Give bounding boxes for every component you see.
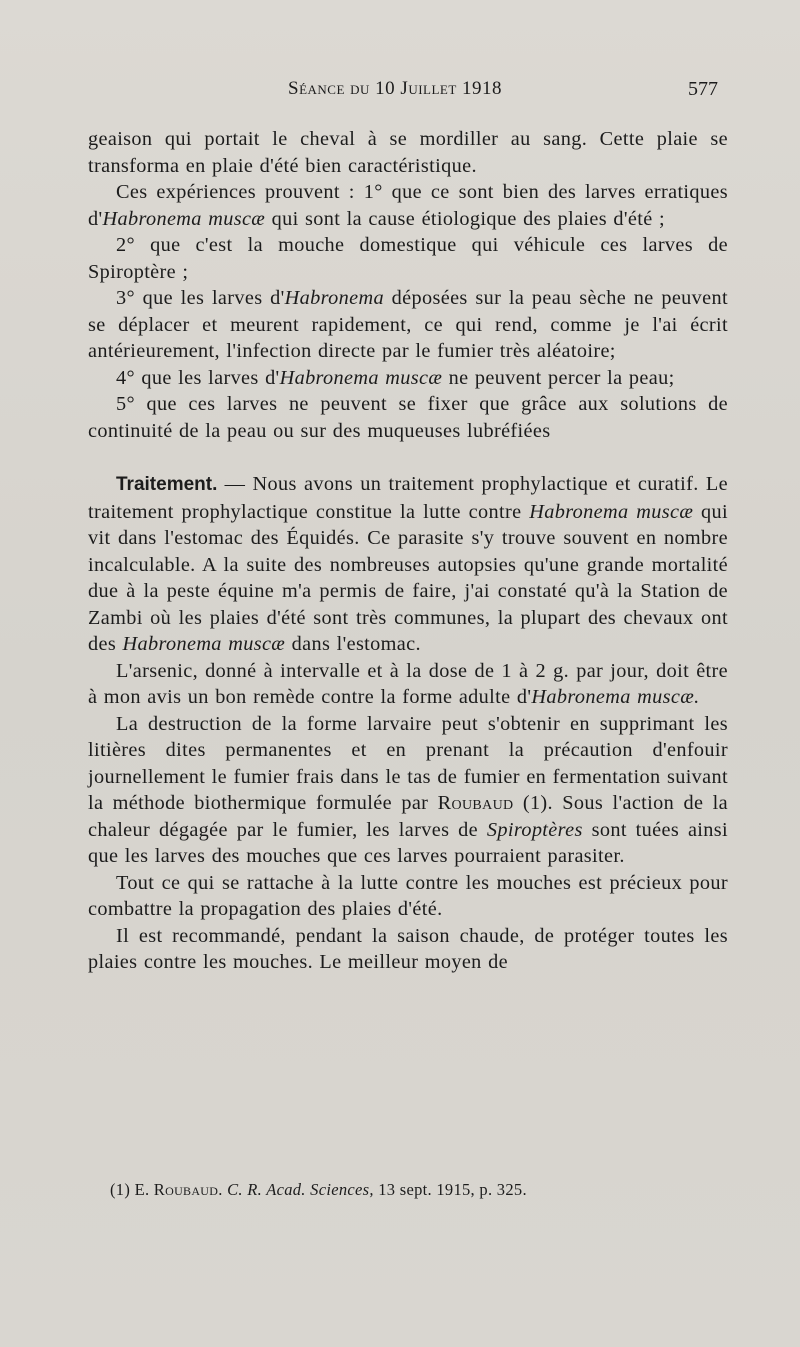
paragraph-9-text-d: sont tuées ainsi que les larves des mouches que ces larves pourraient parasiter. — [88, 818, 728, 867]
paragraph-9-text-b: (1). Sous l'action de la chaleur dégagée par le fumier, les larves de — [88, 792, 728, 841]
genus-name: Habronema — [284, 287, 384, 309]
paragraph-9-text-a: La destruction de la forme larvaire peut s'obtenir en supprimant les litières dites permanentes et en prenant la précaution d'enfouir journellement le fumier frais dans le tas de fumier en fermentation suivant la méthode biothermique formulée par — [88, 712, 728, 814]
paragraph-8 — [88, 658, 728, 711]
species-name: Habronema muscæ — [529, 500, 694, 523]
paragraph-2-text-c: qui sont la cause étiologique des plaies d'été ; — [265, 207, 666, 230]
paragraph-5-text-a: 4° que les larves d' — [116, 366, 280, 389]
page-header — [0, 78, 800, 108]
paragraph-7-text-c: qui vit dans l'estomac des Équidés. Ce parasite s'y trouve souvent en nombre incalculable. A la suite des nombreuses autopsies qu'une grande mortalité due à la peste équine m'a permis de faire, j'ai constaté qu'à la Station de Zambi où les plaies d'été sont très communes, la plupart des chevaux ont des — [88, 500, 728, 655]
paragraph-4 — [88, 285, 728, 365]
species-name: Habronema muscæ — [122, 633, 286, 655]
footnote-text-b: . — [218, 1180, 228, 1199]
running-head: Séance du 10 Juillet 1918 — [288, 78, 503, 99]
paragraph-7 — [88, 471, 728, 658]
paragraph-7-text-a: — Nous avons un traitement prophylactique et curatif. Le traitement prophylactique constitue la lutte contre — [88, 473, 728, 523]
paragraph-9 — [88, 711, 728, 870]
section-heading: Traitement. — [116, 474, 218, 495]
species-name: Habronema muscæ. — [531, 686, 700, 708]
group-name: Spiroptères — [486, 818, 583, 841]
paragraph-6: 5° que ces larves ne peuvent se fixer que grâce aux solutions de continuité de la peau ou sur des muqueuses lubréfiées — [88, 393, 728, 442]
paragraph-5 — [88, 365, 728, 392]
paragraph-4-text-c: déposées sur la peau sèche ne peuvent se déplacer et meurent rapidement, ce qui rend, comme je l'ai écrit antérieurement, l'infection directe par le fumier très aléatoire; — [88, 287, 728, 362]
paragraph-5-text-c: ne peuvent percer la peau; — [442, 366, 675, 389]
species-name: Habronema muscæ — [102, 207, 266, 230]
paragraph-2 — [88, 179, 728, 232]
species-name: Habronema muscæ — [279, 366, 443, 389]
body-text — [88, 126, 728, 976]
footnote-text-d: 13 sept. 1915, p. 325. — [373, 1180, 527, 1199]
paragraph-11: Il est recommandé, pendant la saison chaude, de protéger toutes les plaies contre les mouches. Le meilleur moyen de — [88, 924, 728, 973]
footnote — [110, 1180, 730, 1200]
page-number: 577 — [688, 78, 718, 100]
paragraph-4-text-a: 3° que les larves d' — [116, 287, 285, 309]
paragraph-10: Tout ce qui se rattache à la lutte contre les mouches est précieux pour combattre la propagation des plaies d'été. — [88, 871, 728, 920]
footnote-text-a: (1) E. — [110, 1180, 154, 1199]
paragraph-2-text-a: Ces expériences prouvent : 1° que ce sont bien des larves erratiques d' — [88, 181, 728, 230]
footnote-author: Roubaud — [153, 1180, 219, 1199]
paragraph-3: 2° que c'est la mouche domestique qui véhicule ces larves de Spiroptère ; — [88, 234, 728, 283]
paragraph-7-text-e: dans l'estomac. — [285, 633, 421, 655]
author-name: Roubaud — [437, 792, 514, 814]
footnote-journal: C. R. Acad. Sciences, — [227, 1180, 374, 1199]
paragraph-1: geaison qui portait le cheval à se mordiller au sang. Cette plaie se transforma en plaie d'été bien caractéristique. — [88, 128, 728, 177]
paragraph-8-text-a: L'arsenic, donné à intervalle et à la dose de 1 à 2 g. par jour, doit être à mon avis un bon remède contre la forme adulte d' — [88, 659, 728, 708]
